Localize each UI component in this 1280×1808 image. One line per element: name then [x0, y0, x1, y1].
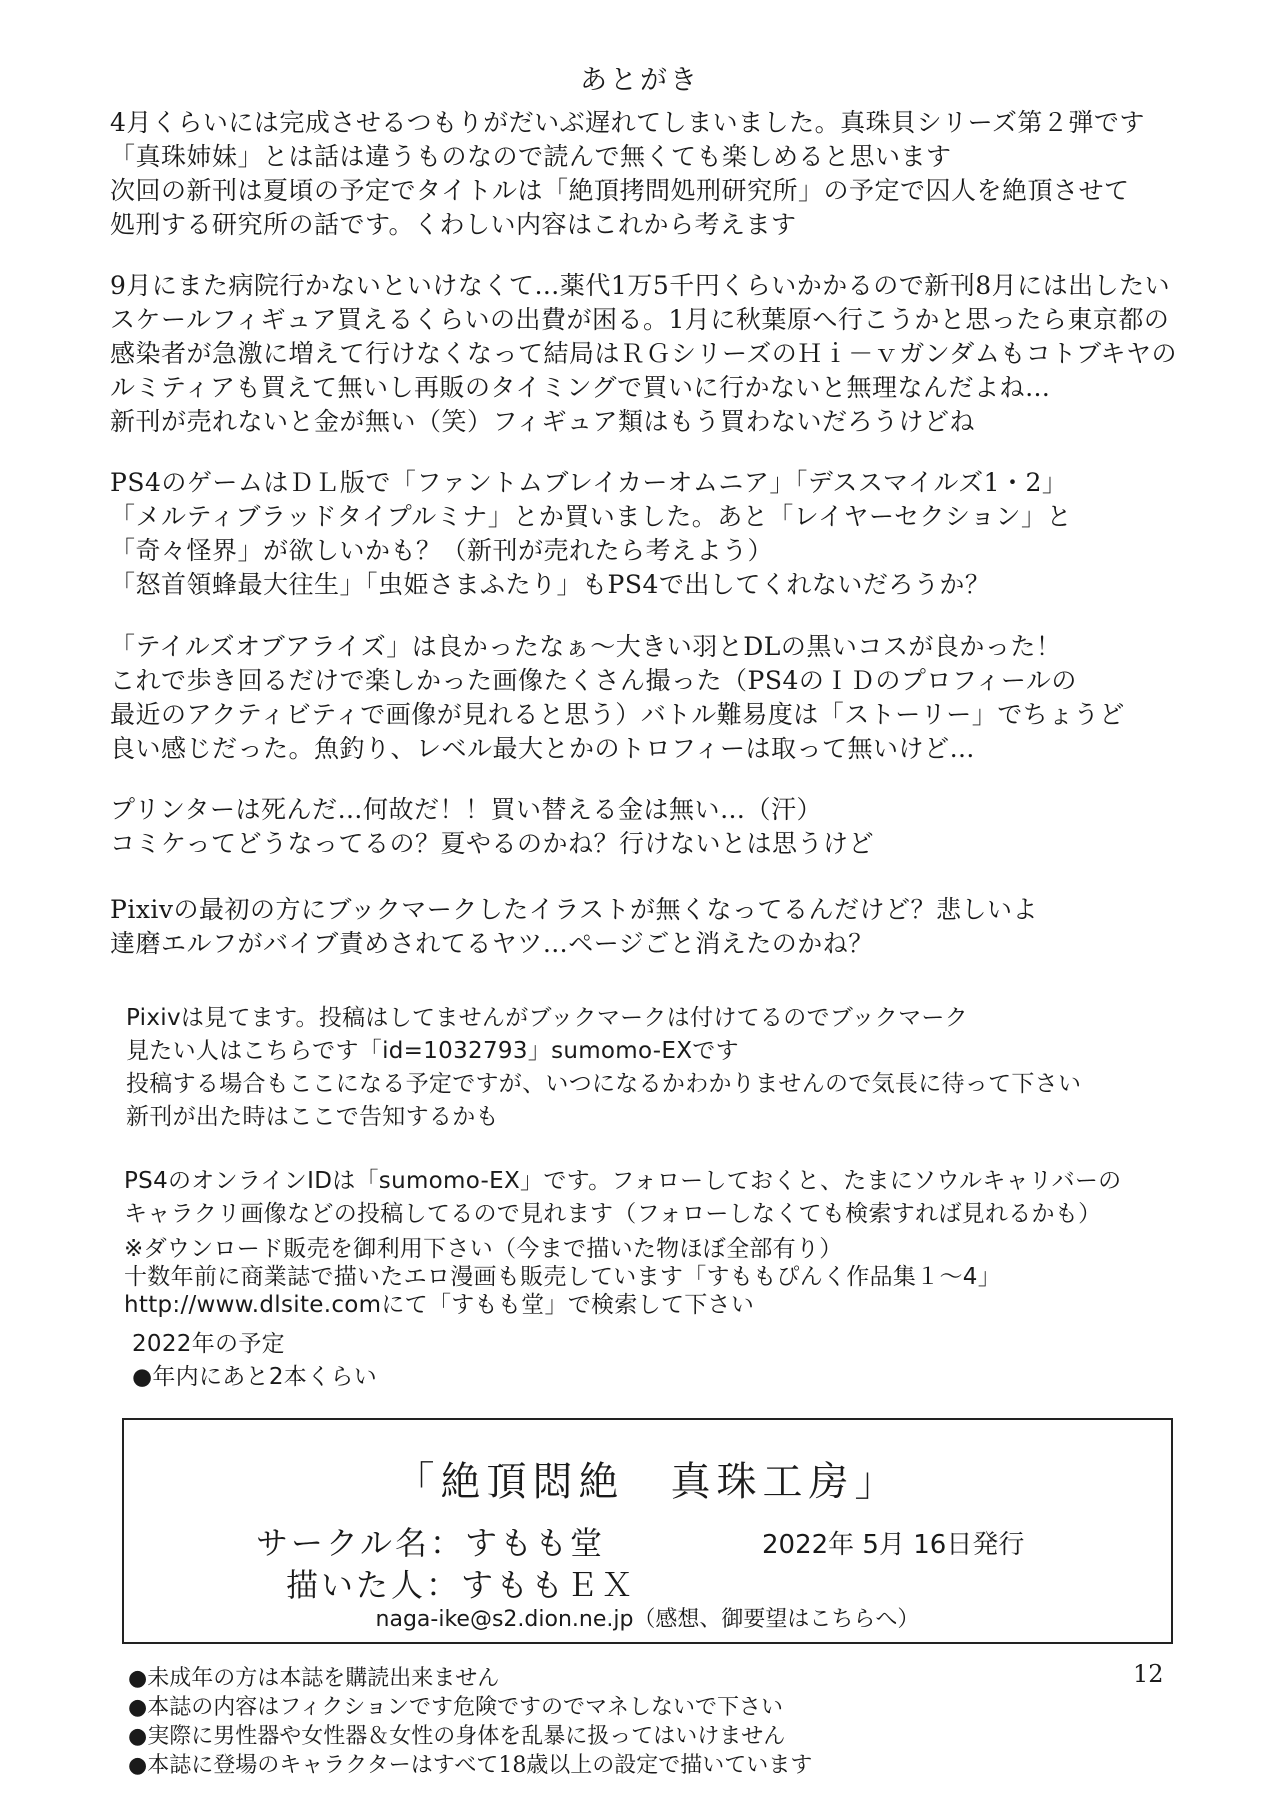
text-line: 良い感じだった。魚釣り、レベル最大とかのトロフィーは取って無いけど… [110, 734, 976, 763]
text-line: これで歩き回るだけで楽しかった画像たくさん撮った（PS4のＩＤのプロフィールの [110, 666, 1077, 695]
text-line: 処刑する研究所の話です。くわしい内容はこれから考えます [110, 210, 797, 239]
page-title: あとがき [580, 65, 700, 96]
text-line: 次回の新刊は夏頃の予定でタイトルは「絶頂拷問処刑研究所」の予定で囚人を絶頂させて [110, 176, 1130, 205]
notice-item: ●本誌に登場のキャラクターはすべて18歳以上の設定で描いています [128, 1753, 813, 1778]
author-name: 描いた人：すももＥＸ [286, 1566, 637, 1604]
page-number: 12 [1133, 1660, 1164, 1688]
text-line: 「真珠姉妹」とは話は違うものなので読んで無くても楽しめると思います [110, 142, 952, 171]
text-line: 2022年の予定 [132, 1331, 285, 1357]
paragraph-pixiv-account [126, 1002, 1246, 1134]
paragraph-printer [110, 793, 1230, 861]
text-line: 感染者が急激に増えて行けなくなって結局はＲＧシリーズのＨｉ－ｖガンダムもコトブキヤの [110, 339, 1178, 368]
book-title: 「絶頂悶絶 真珠工房」 [394, 1459, 901, 1505]
text-line: 「怒首領蜂最大往生」「虫姫さまふたり」もPS4で出してくれないだろうか？ [110, 570, 991, 599]
text-line: 「テイルズオブアライズ」は良かったなぁ～大きい羽とDLの黒いコスが良かった！ [110, 632, 1062, 661]
text-line: 4月くらいには完成させるつもりがだいぶ遅れてしまいました。真珠貝シリーズ第２弾です [110, 108, 1145, 137]
text-line: 十数年前に商業誌で描いたエロ漫画も販売しています「すももぴんく作品集１～4」 [124, 1264, 1002, 1290]
text-line: スケールフィギュア買えるくらいの出費が困る。1月に秋葉原へ行こうかと思ったら東京都の [110, 305, 1170, 334]
text-line: 最近のアクティビティで画像が見れると思う）バトル難易度は「ストーリー」でちょうど [110, 700, 1125, 729]
publish-date: 2022年 5月 16日発行 [762, 1530, 1025, 1560]
paragraph-download-sales [124, 1235, 1244, 1319]
text-line: 9月にまた病院行かないといけなくて…薬代1万5千円くらいかかるので新刊8月には出したい [110, 271, 1171, 300]
text-line: ルミティアも買えて無いし再販のタイミングで買いに行かないと無理なんだよね… [110, 373, 1051, 402]
text-line: 達磨エルフがバイブ責めされてるヤツ…ページごと消えたのかね？ [110, 929, 874, 958]
colophon-box [122, 1418, 1173, 1644]
paragraph-pixiv-bookmarks [110, 893, 1230, 961]
paragraph-schedule [132, 1328, 1252, 1394]
text-line: コミケってどうなってるの？夏やるのかね？行けないとは思うけど [110, 829, 875, 858]
paragraph-release-delay [110, 106, 1230, 242]
paragraph-ps4-online-id [124, 1165, 1244, 1231]
text-line: Pixivの最初の方にブックマークしたイラストが無くなってるんだけど？悲しいよ [110, 895, 1039, 924]
text-line: プリンターは死んだ…何故だ！！買い替える金は無い…（汗） [110, 795, 823, 824]
paragraph-ps4-games [110, 466, 1230, 602]
circle-name: サークル名：すもも堂 [256, 1524, 606, 1562]
text-line: 見たい人はこちらです「id=1032793」sumomo-EXです [126, 1038, 739, 1064]
text-line: 新刊が売れないと金が無い（笑）フィギュア類はもう買わないだろうけどね [110, 407, 976, 436]
text-line: Pixivは見てます。投稿はしてませんがブックマークは付けてるのでブックマーク [126, 1005, 969, 1031]
paragraph-hospital-expenses [110, 269, 1230, 439]
notice-item: ●実際に男性器や女性器＆女性の身体を乱暴に扱ってはいけません [128, 1724, 786, 1749]
text-line: http://www.dlsite.comにて「すもも堂」で検索して下さい [124, 1292, 755, 1318]
contact-email: naga-ike@s2.dion.ne.jp（感想、御要望はこちらへ） [375, 1607, 920, 1632]
text-line: ※ダウンロード販売を御利用下さい（今まで描いた物ほぼ全部有り） [124, 1236, 843, 1262]
text-line: 新刊が出た時はここで告知するかも [126, 1104, 499, 1130]
text-line: PS4のオンラインIDは「sumomo-EX」です。フォローしておくと、たまにソウルキャリバーの [124, 1168, 1122, 1194]
text-line: PS4のゲームはＤＬ版で「ファントムブレイカーオムニア」「デススマイルズ1・2」 [110, 468, 1068, 497]
notices-list [128, 1664, 812, 1780]
text-line: キャラクリ画像などの投稿してるので見れます（フォローしなくても検索すれば見れるかも） [124, 1201, 1102, 1227]
notice-item: ●未成年の方は本誌を購読出来ません [128, 1666, 500, 1691]
text-line: 投稿する場合もここになる予定ですが、いつになるかわかりませんので気長に待って下さい [126, 1071, 1082, 1097]
notice-item: ●本誌の内容はフィクションです危険ですのでマネしないで下さい [128, 1695, 783, 1720]
text-line: 「メルティブラッドタイプルミナ」とか買いました。あと「レイヤーセクション」と [110, 502, 1073, 531]
text-line: 「奇々怪界」が欲しいかも？（新刊が売れたら考えよう） [110, 536, 774, 565]
text-line: ●年内にあと2本くらい [132, 1364, 378, 1390]
paragraph-tales-of-arise [110, 630, 1230, 766]
